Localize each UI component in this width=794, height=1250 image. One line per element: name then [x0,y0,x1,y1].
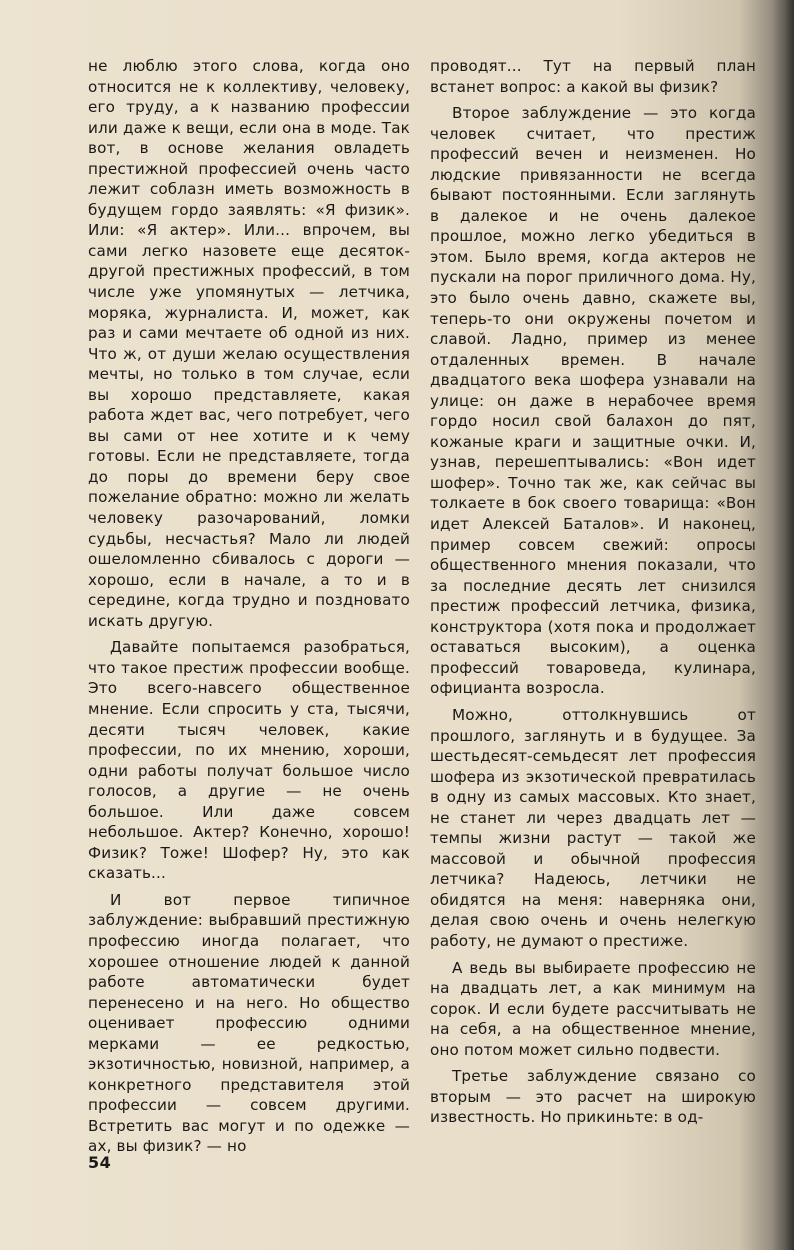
paragraph: Второе заблуждение — это когда человек считает, что престиж профессий вечен и неизменен. Но людские привязанности не всегда бывают постоянными. Если заглянуть в далекое и не очень далекое прошлое, можно легко убедиться в этом. Было время, когда актеров не пускали на порог приличного дома. Ну, это было очень давно, скажете вы, теперь-то они окружены почетом и славой. Ладно, пример из менее отдаленных времен. В начале двадцатого века шофера узнавали на улице: он даже в нерабочее время гордо носил свой балахон до пят, кожаные краги и защитные очки. И, узнав, перешептывались: «Вон идет шофер». Точно так же, как сейчас вы толкаете в бок своего товарища: «Вон идет Алексей Баталов». И наконец, пример совсем свежий: опросы общественного мнения показали, что за последние десять лет снизился престиж профессий летчика, физика, конструктора (хотя пока и продолжает оставаться высоким), а оценка профессий товароведа, кулинара, официанта возросла. [430,104,756,698]
paragraph: Давайте попытаемся разобраться, что такое престиж профессии вообще. Это всего-навсего общественное мнение. Если спросить у ста, тысячи, десяти тысяч человек, какие профессии, по их мнению, хороши, одни работы получат большое число голосов, а другие — не очень большое. Или даже совсем небольшое. Актер? Конечно, хорошо! Физик? Тоже! Шофер? Ну, это как сказать... [88,638,410,883]
paragraph: А ведь вы выбираете профессию не на двадцать лет, а как минимум на сорок. И если будете рассчитывать не на себя, а на общественное мнение, оно потом может сильно подвести. [430,958,756,1059]
paragraph: И вот первое типичное заблуждение: выбравший престижную профессию иногда полагает, что хорошее отношение людей к данной работе автоматически будет перенесено и на него. Но общество оценивает профессию одними мерками — ее редкостью, экзотичностью, новизной, например, а конкретного представителя этой профессии — совсем другими. Встретить вас могут и по одежке — ах, вы физик? — но [88,890,410,1156]
page-number: 54 [88,1153,112,1172]
page-binding-shadow [772,0,794,1250]
paragraph: Можно, оттолкнувшись от прошлого, заглянуть и в будущее. За шестьдесят-семьдесят лет профессия шофера из экзотической превратилась в одну из самых массовых. Кто знает, не станет ли через двадцать лет — темпы жизни растут — такой же массовой и обычной профессия летчика? Надеюсь, летчики не обидятся на меня: наверняка они, делая свою очень и очень нелегкую работу, не думают о престиже. [430,705,756,950]
paragraph: проводят... Тут на первый план встанет вопрос: а какой вы физик? [430,57,756,96]
left-column [88,56,410,1163]
paragraph: Третье заблуждение связано со вторым — это расчет на широкую известность. Но прикиньте: в од- [430,1067,756,1127]
paragraph: не люблю этого слова, когда оно относится не к коллективу, человеку, его труду, а к названию профессии или даже к вещи, если она в моде. Так вот, в основе желания овладеть престижной профессией очень часто лежит соблазн иметь возможность в будущем гордо заявлять: «Я физик». Или: «Я актер». Или... впрочем, вы сами легко назовете еще десяток-другой престижных профессий, в том числе уже упомянутых — летчика, моряка, журналиста. И, может, как раз и сами мечтаете об одной из них. Что ж, от души желаю осуществления мечты, но только в том случае, если вы хорошо представляете, какая работа ждет вас, чего потребует, чего вы сами от нее хотите и к чему готовы. Если не представляете, тогда до поры до времени беру свое пожелание обратно: можно ли желать человеку разочарований, ломки судьбы, несчастья? Мало ли людей ошеломленно сбивалось с дороги — хорошо, если в начале, а то и в середине, когда трудно и поздновато искать другую. [88,57,410,630]
right-column [430,56,756,1134]
